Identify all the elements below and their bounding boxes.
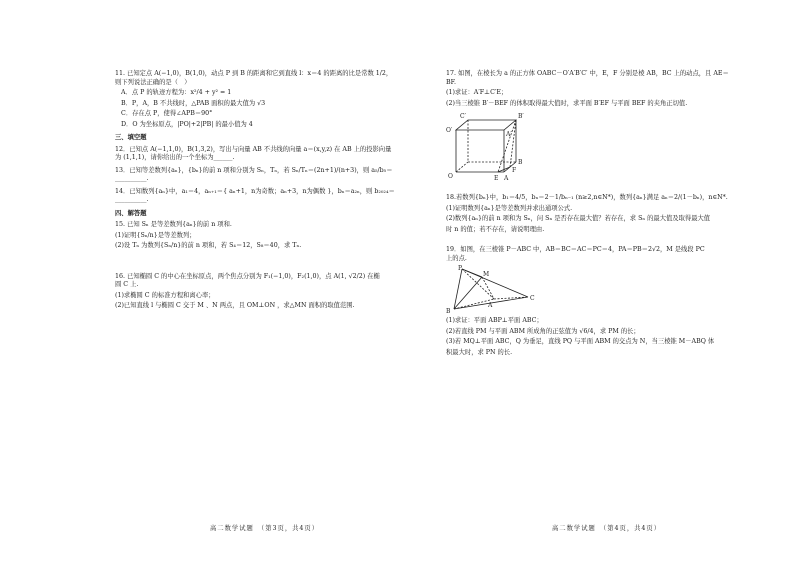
label-a-prime: A′ — [506, 131, 512, 138]
page-footer-3: 高二数学试题 （第3页，共4页） — [210, 525, 320, 532]
label-f: F — [512, 167, 517, 174]
label-a: A — [504, 175, 509, 182]
q15-part-2: (2)设 Tₙ 为数列{Sₙ/n}的前 n 项和，若 S₄＝12，S₈＝40，求 Tₙ. — [115, 242, 302, 249]
label-b-prime: B′ — [518, 113, 524, 120]
q11-option-c: C．存在点 P，使得∠APB＝90° — [121, 110, 213, 117]
question-12: 12．已知点 A(−1,1,0)，B(1,3,2)，写出与向量 AB 不共线的向量 a＝(x,y,z) 在 AB 上的投影向量为 (1,1,1)，请你给出的一个坐标为______. — [115, 145, 392, 161]
cube-top-face — [456, 120, 516, 130]
question-13: 13．已知等差数列{aₙ}，{bₙ}的前 n 项和分别为 Sₙ，Tₙ，若 Sₙ/Tₙ＝(2n+1)/(n+3)，则 a₅/b₅＝__________. — [115, 166, 393, 182]
q16-part-1: (1)求椭圆 C 的标准方程和离心率； — [115, 291, 215, 299]
q16-stem: 16. 已知椭圆 C 的中心在坐标原点，两个焦点分别为 F₁(−1,0)，F₂(1,0)，点 A(1, √2/2) 在椭 — [115, 272, 380, 280]
label-p: P — [458, 265, 463, 272]
q19-stem: 19．如图，在三棱锥 P－ABC 中，AB＝BC＝AC＝PC＝4，PA＝PB＝2√2，M 是线段 PC — [446, 246, 705, 253]
label-m: M — [483, 271, 490, 278]
q18-part-1: (1)证明数列{aₙ}是等差数列并求出通项公式. — [446, 204, 573, 212]
q17-stem: 17. 如图，在棱长为 a 的正方体 OABC－O′A′B′C′ 中，E，F 分别是棱 AB，BC 上的动点，且 AE＝ — [446, 70, 729, 77]
q18-part-2: (2)数列{aₙ}的前 n 项和为 Sₙ，问 Sₙ 是否存在最大值？若存在，求 Sₙ 的最大值及取得最大值 — [446, 215, 711, 222]
question-19 — [446, 246, 731, 357]
q17-part-2: (2)当三棱锥 B′－BEF 的体积取得最大值时，求平面 B′EF 与平面 BEF 的夹角正切值. — [446, 99, 688, 107]
question-15 — [115, 221, 397, 251]
q19-part-3: (3)若 MQ⊥平面 ABC，Q 为垂足，直线 PQ 与平面 ABM 的交点为 N，当三棱锥 M－ABQ 体 — [446, 338, 715, 345]
q11-option-b: B．P，A，B 不共线时，△PAB 面积的最大值为 √3 — [121, 99, 266, 107]
q15-stem: 15. 已知 Sₙ 是等差数列{aₙ}的前 n 项和. — [115, 221, 232, 228]
question-14: 14．已知数列{aₙ}中，a₁＝4，aₙ₊₁＝{ aₙ+1，n为奇数；aₙ+3，n为偶数 }，bₙ＝a₂ₙ，则 b₂₀₂₄＝__________. — [115, 187, 395, 203]
label-e: E — [494, 175, 499, 182]
label-c: C — [530, 295, 535, 302]
q16-continuation: 圆 C 上. — [115, 281, 139, 288]
pyramid-figure — [446, 265, 546, 315]
page-footer-4: 高二数学试题 （第4页，共4页） — [552, 525, 662, 532]
label-a2: A — [488, 302, 493, 309]
label-b: B — [518, 159, 523, 166]
q17-continuation: BF. — [446, 78, 457, 86]
q11-continuation: 则下列说法正确的是（ ） — [115, 78, 191, 86]
q19-part-3-continuation: 积最大时，求 PN 的长. — [446, 348, 513, 356]
exam-page-4 — [397, 0, 794, 561]
q18-part-2-continuation: 时 n 的值；若不存在，请说明理由. — [446, 225, 545, 233]
right-column — [446, 70, 731, 361]
q15-part-1: (1)证明{Sₙ/n}是等差数列； — [115, 231, 196, 239]
q18-stem: 18.若数列{bₙ}中，b₁＝4/5，bₙ＝2－1/bₙ₋₁ (n≥2,n∈N*)，数列{aₙ}满足 aₙ＝2/(1－bₙ)，n∈N*. — [446, 194, 728, 201]
label-b2: B — [446, 308, 451, 315]
question-17 — [446, 70, 731, 108]
question-16 — [115, 273, 397, 311]
q17-part-1: (1)求证：A′F⊥C′E； — [446, 89, 508, 96]
section-fill-in-heading: 三、填空题 — [115, 134, 147, 141]
left-column — [115, 70, 397, 315]
section-solution-heading: 四、解答题 — [115, 209, 147, 217]
q16-part-2: (2)已知直线 l 与椭圆 C 交于 M 、N 两点，且 OM⊥ON ，求△MN 面积的取值范围. — [115, 302, 355, 309]
q19-part-1: (1)求证：平面 ABP⊥平面 ABC； — [446, 317, 543, 324]
q11-option-a: A．点 P 的轨迹方程为：x²/4 + y² = 1 — [121, 89, 232, 96]
question-18 — [446, 194, 731, 234]
question-11 — [115, 70, 397, 129]
q11-stem: 11. 已知定点 A(−1,0)，B(1,0)，动点 P 到 B 的距离和它到直线 l：x＝4 的距离的比是常数 1/2， — [115, 70, 393, 77]
cube-figure — [446, 112, 556, 190]
label-c-prime: C′ — [460, 113, 466, 120]
q19-part-2: (2)若直线 PM 与平面 ABM 所成角的正弦值为 √6/4，求 PM 的长； — [446, 327, 640, 335]
q19-continuation: 上的点. — [446, 254, 467, 262]
label-o-prime: O′ — [446, 127, 453, 134]
q11-option-d: D．O 为坐标原点，|PO|+2|PB| 的最小值为 4 — [121, 120, 253, 128]
label-o: O — [448, 173, 453, 180]
